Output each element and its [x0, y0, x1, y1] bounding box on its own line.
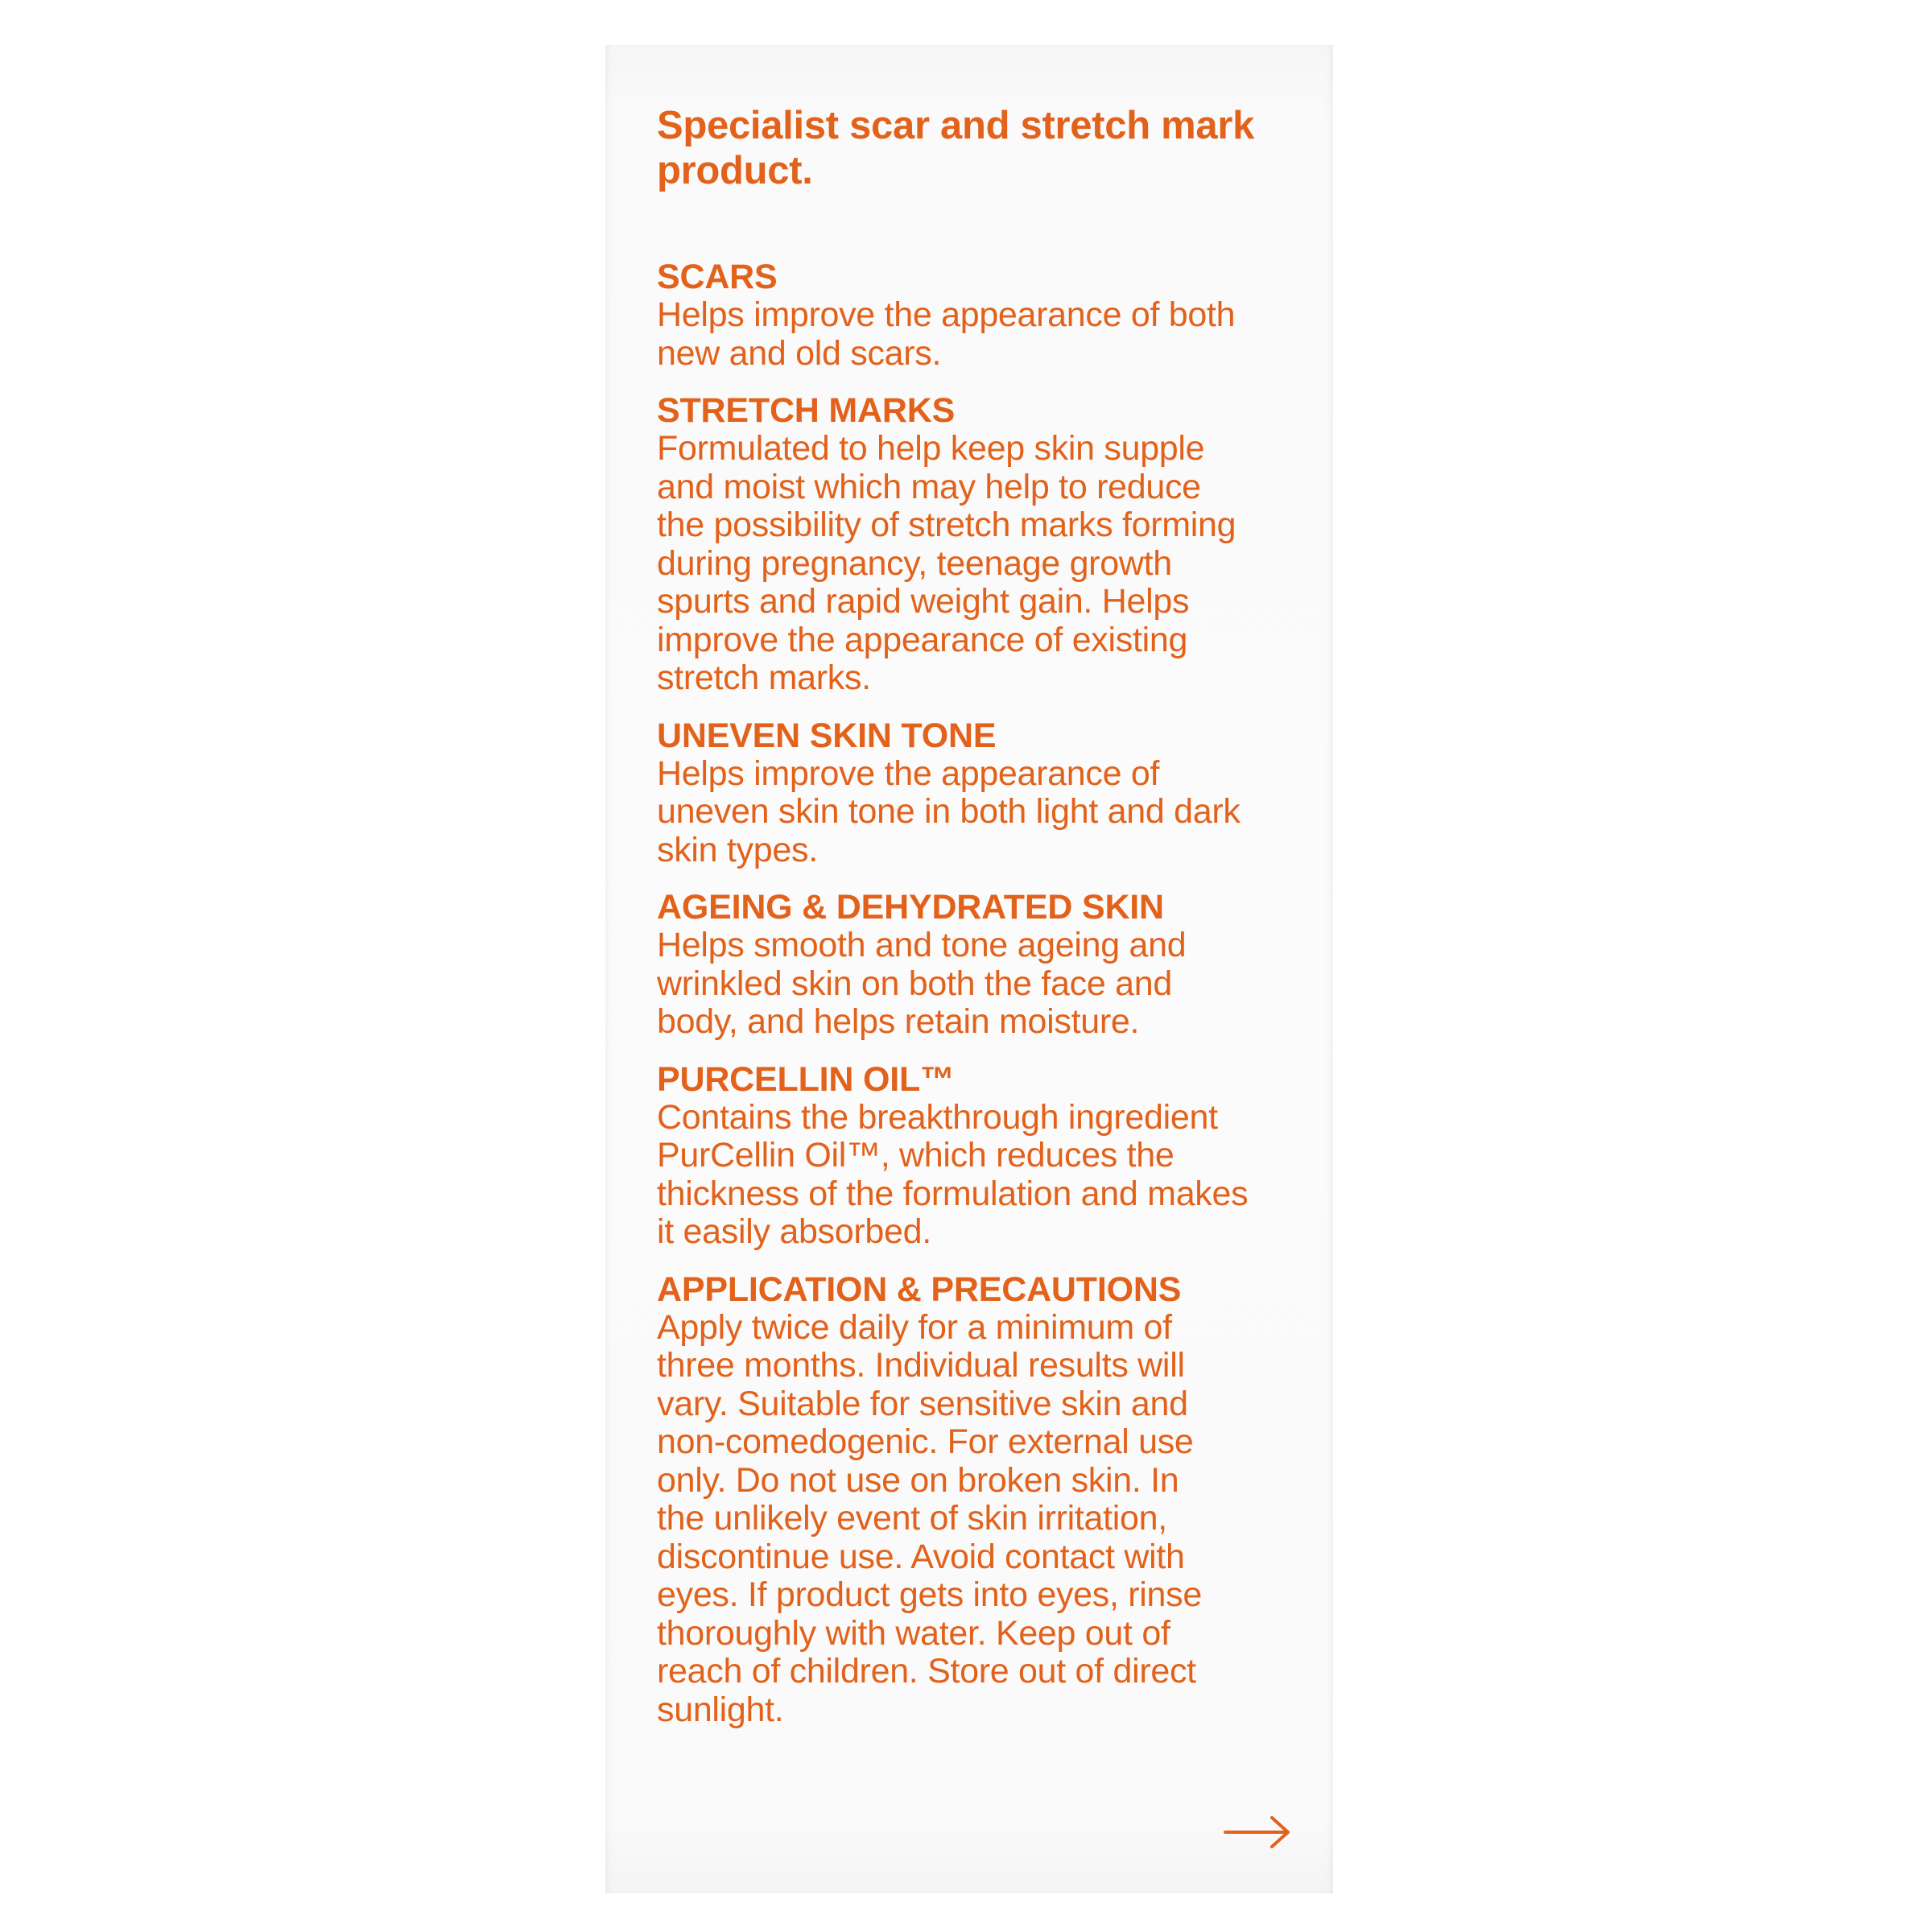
section-stretch-marks: [657, 391, 1309, 698]
section-scars: [657, 258, 1309, 373]
section-title: PURCELLIN OIL™: [657, 1059, 955, 1099]
section-ageing-dehydrated-skin: [657, 888, 1309, 1042]
section-body: Formulated to help keep skin supple and moist which may help to reduce the possibility of stretch marks forming during pregnancy, teenage growth spurts and rapid weight gain. Helps improve the appearance of existing stretch marks.: [657, 429, 1236, 697]
panel-content: [657, 103, 1309, 1748]
section-title: APPLICATION & PRECAUTIONS: [657, 1269, 1182, 1309]
section-title: STRETCH MARKS: [657, 391, 956, 430]
section-purcellin-oil: [657, 1060, 1309, 1252]
arrow-right-icon[interactable]: [1224, 1814, 1291, 1850]
section-title: SCARS: [657, 258, 778, 296]
section-title: AGEING & DEHYDRATED SKIN: [657, 888, 1164, 927]
section-body: Apply twice daily for a minimum of three months. Individual results will vary. Suitable for sensitive skin and non-comedogenic. For external use only. Do not use on broken skin. In the unlikely event of skin irritation, discontinue use. Avoid contact with eyes. If product gets into eyes, rinse thoroughly with water. Keep out of reach of children. Store out of direct sunlight.: [657, 1307, 1202, 1729]
section-body: Helps improve the appearance of uneven skin tone in both light and dark skin types.: [657, 753, 1241, 869]
section-application-precautions: [657, 1270, 1309, 1730]
product-info-panel: [605, 45, 1333, 1893]
section-uneven-skin-tone: [657, 716, 1309, 870]
section-title: UNEVEN SKIN TONE: [657, 716, 997, 755]
section-body: Helps improve the appearance of both new and old scars.: [657, 295, 1236, 373]
section-body: Helps smooth and tone ageing and wrinkled skin on both the face and body, and helps retain moisture.: [657, 926, 1187, 1041]
section-body: Contains the breakthrough ingredient PurCellin Oil™, which reduces the thickness of the formulation and makes it easily absorbed.: [657, 1097, 1249, 1251]
headline: Specialist scar and stretch mark product.: [657, 104, 1255, 192]
